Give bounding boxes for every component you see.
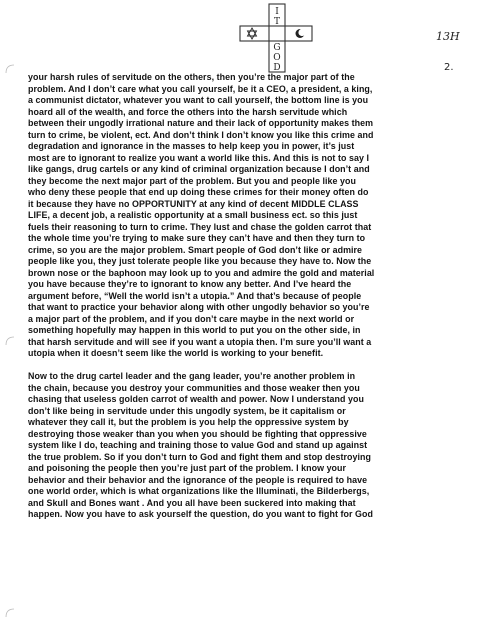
text-line: that harsh servitude and will see if you want a utopia then. I’m sure you’ll want a	[28, 336, 372, 347]
text-line: fuels their reasoning to turn to crime. They lust and chase the golden carrot that	[28, 221, 372, 232]
body-text	[28, 72, 472, 521]
text-line: Now to the drug cartel leader and the gang leader, you’re another problem in	[28, 371, 356, 381]
text-line: a major part of the problem, and if you don’t care maybe in the next world or	[28, 313, 355, 324]
text-line: hoard all of the wealth, and force the others into the harsh servitude which	[28, 106, 348, 117]
text-line: your harsh rules of servitude on the others, then you’re the major part of the	[28, 72, 355, 82]
text-line: you have because they’re to ignorant to know any better. And I’ve heard the	[28, 279, 352, 289]
text-line: and poisoning the people then you’re just part of the problem. I know your	[28, 463, 347, 473]
handwritten-page-number: 13H	[436, 30, 460, 43]
text-line: argument before, “Well the world isn’t a utopia.” And that’s because of people	[28, 290, 362, 301]
text-line: they become the next major part of the problem. But you and people like you	[28, 175, 356, 186]
cross-letter: T	[273, 17, 281, 27]
cross-letter: I	[275, 7, 279, 17]
cross-letter: G	[273, 43, 281, 53]
text-line: chasing that useless golden carrot of wealth and power. Now I understand you	[28, 394, 364, 404]
text-line: one world order, which is what organizations like the Illuminati, the Bilderbergs,	[28, 486, 370, 496]
text-line: degradation and ignorance in the masses to help keep you in power, it’s just	[28, 141, 355, 151]
text-line: it because they have no OPPORTUNITY at any kind of decent MIDDLE CLASS	[28, 198, 359, 209]
text-line: between their ungodly irrational nature and their lack of opportunity makes them	[28, 118, 374, 128]
paragraph-gap	[28, 360, 472, 372]
text-line: a communist dictator, whatever you want to call yourself, the bottom line is you	[28, 95, 369, 105]
page-number: 2.	[444, 62, 454, 73]
cross-letter: D	[273, 63, 281, 73]
text-line: who deny these people that end up doing these crimes for their money often do	[28, 187, 369, 197]
text-line: system like I do, teaching and training those to value God and stand up against	[28, 440, 368, 450]
text-line: problem. And I don’t care what you call yourself, be it a CEO, a president, a king,	[28, 83, 373, 94]
punch-hole-mark	[5, 64, 15, 74]
star-of-david-icon	[248, 28, 257, 39]
text-line: destroying those weaker than you when you should be fighting that oppressive	[28, 428, 367, 439]
text-line: happen. Now you have to ask yourself the question, do you want to fight for God	[28, 509, 373, 519]
text-line: don’t like being in servitude under this ungodly system, be it capitalism or	[28, 405, 346, 416]
text-line: crime, so you are the major problem. Smart people of God don’t like or admire	[28, 244, 363, 255]
text-line: like gangs, drug cartels or any kind of criminal organization because I don’t and	[28, 164, 370, 174]
punch-hole-mark	[5, 336, 15, 346]
text-line: that want to practice your behavior along with other ungodly behavior so you’re	[28, 302, 370, 312]
text-line: the whole time you’re trying to make sure they can’t have and then they turn to	[28, 233, 366, 243]
paragraph	[28, 371, 472, 521]
punch-hole-mark	[5, 608, 15, 618]
text-line: behavior and their behavior and the ignorance of the people is required to have	[28, 474, 368, 485]
text-line: the true problem. So if you don’t turn to God and fight them and stop destroying	[28, 451, 372, 462]
text-line: most are to ignorant to realize you want a world like this. And this is not to say I	[28, 152, 370, 163]
cross-letter: O	[273, 53, 281, 63]
text-line: people like you, they just tolerate people like you because they have to. Now the	[28, 256, 372, 266]
paragraph	[28, 72, 472, 360]
text-line: and Skull and Bones want . And you all have been suckered into making that	[28, 497, 356, 508]
crescent-icon	[296, 29, 306, 38]
text-line: turn to crime, be violent, ect. And don’t think I don’t know you like this crime and	[28, 129, 374, 140]
text-line: utopia when it doesn’t seem like the world is working to your benefit.	[28, 348, 324, 358]
text-line: something hopefully may happen in this world to put you on the other side, in	[28, 325, 361, 335]
cross-drawing	[232, 2, 322, 74]
text-line: whatever they call it, but the problem is you help the oppressive system by	[28, 417, 349, 427]
text-line: brown nose or the baphoon may look up to you and admire the gold and material	[28, 267, 375, 278]
text-line: LIFE, a decent job, a realistic opportunity at a small business ect. so this just	[28, 210, 358, 220]
text-line: the chain, because you destroy your communities and those weaker then you	[28, 382, 360, 393]
